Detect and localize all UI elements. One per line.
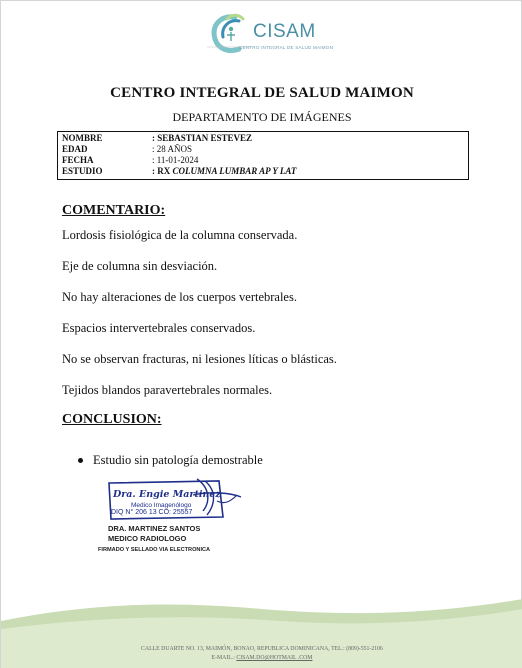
- cisam-logo-icon: [205, 11, 255, 57]
- footer-address: CALLE DUARTE NO. 13, MAIMÓN, BONAO, REPUBLICA DOMINICANA, TEL.: (809)-551-2106: [141, 646, 383, 652]
- logo-text: CISAM: [253, 21, 316, 42]
- signed-note: FIRMADO Y SELLADO VIA ELECTRONICA: [98, 547, 211, 553]
- document-title: CENTRO INTEGRAL DE SALUD MAIMON: [110, 85, 414, 101]
- logo-subtitle: CENTRO INTEGRAL DE SALUD MAIMON: [239, 45, 334, 50]
- signature-stamp: [101, 477, 251, 521]
- study-prefix: : RX: [152, 166, 171, 176]
- date-label: FECHA: [62, 155, 94, 165]
- conclusion-heading: CONCLUSION:: [62, 412, 162, 427]
- comment-line: Tejidos blandos paravertebrales normales.: [62, 383, 273, 397]
- conclusion-item: [78, 453, 263, 468]
- stamp-code: DIQ N° 206 13 CO: 25557: [111, 509, 193, 516]
- doctor-block: [108, 524, 200, 544]
- info-row-name: [62, 133, 464, 144]
- info-row-study: [62, 166, 464, 177]
- info-row-age: [62, 144, 464, 155]
- cisam-logo: [205, 11, 334, 57]
- email-prefix: E-MAIL.:: [211, 655, 237, 661]
- conclusion-text: Estudio sin patología demostrable: [93, 453, 263, 467]
- name-label: NOMBRE: [62, 133, 103, 143]
- stamp-role: Medico Imagenólogo: [131, 502, 192, 509]
- comment-line: Espacios intervertebrales conservados.: [62, 321, 256, 335]
- stamp-doctor-name: Dra. Engie Martinez: [113, 489, 221, 500]
- study-value: COLUMNA LUMBAR AP Y LAT: [172, 166, 297, 176]
- patient-info-table: [57, 131, 469, 180]
- age-value: : 28 AÑOS: [152, 144, 193, 154]
- name-value: : SEBASTIAN ESTEVEZ: [152, 133, 253, 143]
- comment-heading: COMENTARIO:: [62, 203, 166, 218]
- age-label: EDAD: [62, 144, 88, 154]
- comment-line: Lordosis fisiológica de la columna conservada.: [62, 228, 298, 242]
- comment-line: No se observan fracturas, ni lesiones líticas o blásticas.: [62, 352, 337, 366]
- date-value: : 11-01-2024: [152, 155, 199, 165]
- doctor-name: DRA. MARTINEZ SANTOS: [108, 524, 201, 533]
- comment-line: Eje de columna sin desviación.: [62, 259, 218, 273]
- info-row-date: [62, 155, 464, 166]
- study-label: ESTUDIO: [62, 166, 103, 176]
- email-link[interactable]: CISAM.DO@HOTMAIL .COM: [236, 655, 313, 661]
- bullet-icon: [78, 458, 83, 463]
- department-subtitle: DEPARTAMENTO DE IMÁGENES: [172, 110, 352, 124]
- comment-line: No hay alteraciones de los cuerpos vertebrales.: [62, 290, 297, 304]
- footer-email-line: [1, 655, 522, 661]
- doctor-title: MEDICO RADIOLOGO: [108, 534, 187, 543]
